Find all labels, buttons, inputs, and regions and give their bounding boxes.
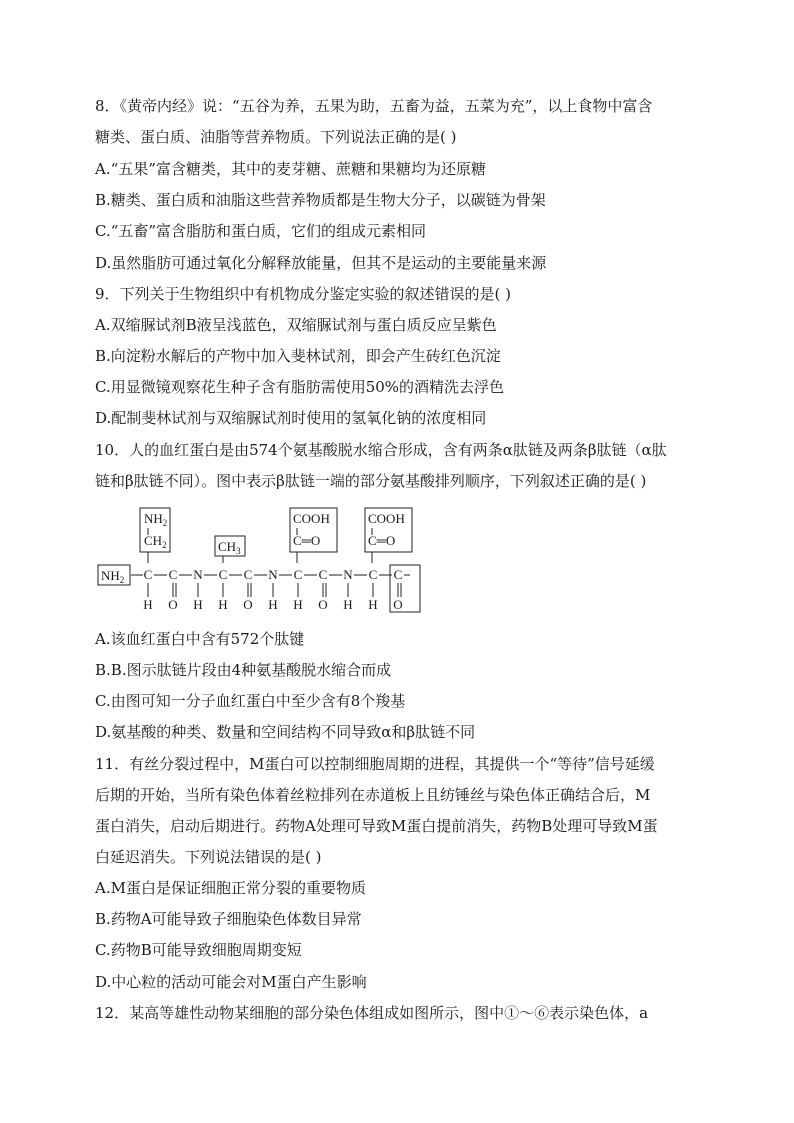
backbone-atom: C (393, 567, 403, 582)
backbone-atom: C (243, 567, 253, 582)
r4-cooh-label: COOH (368, 511, 405, 526)
backbone-atom: C (318, 567, 328, 582)
backbone-substituent: H (218, 597, 228, 612)
q11-stem-line-3: 蛋白消失，启动后期进行。药物A处理可导致M蛋白提前消失，药物B处理可导致M蛋 (95, 817, 658, 835)
backbone-substituent: H (143, 597, 153, 612)
r1-nh2-label: $NH_2$ (144, 511, 168, 528)
q8-option-d: D.虽然脂肪可通过氧化分解释放能量，但其不是运动的主要能量来源 (95, 254, 547, 272)
q10-option-b: B.B.图示肽链片段由4种氨基酸脱水缩合而成 (95, 661, 392, 679)
n-terminal-label: $NH_2$ (101, 568, 125, 585)
r2-ch3-label: $CH_3$ (218, 539, 241, 556)
q11-stem-line-1: 11．有丝分裂过程中，M蛋白可以控制细胞周期的进程，其提供一个“等待”信号延缓 (95, 755, 655, 773)
q10-option-c: C.由图可知一分子血红蛋白中至少含有8个羧基 (95, 692, 406, 710)
q11-option-d: D.中心粒的活动可能会对M蛋白产生影响 (95, 973, 367, 991)
q8-option-c: C.“五畜”富含脂肪和蛋白质，它们的组成元素相同 (95, 222, 427, 240)
q11-option-b: B.药物A可能导致子细胞染色体数目异常 (95, 910, 362, 928)
r3-cooh-label: COOH (293, 511, 330, 526)
q8-stem-line-1: 8．《黄帝内经》说：“五谷为养，五果为助，五畜为益，五菜为充”，以上食物中富含 (95, 97, 653, 115)
backbone-atom: N (193, 567, 203, 582)
backbone-atom: N (268, 567, 278, 582)
q9-option-c: C.用显微镜观察花生种子含有脂肪需使用50%的酒精洗去浮色 (95, 378, 505, 396)
backbone-substituent: H (193, 597, 203, 612)
q10-option-d: D.氨基酸的种类、数量和空间结构不同导致α和β肽链不同 (95, 723, 476, 741)
q11-option-a: A.M蛋白是保证细胞正常分裂的重要物质 (95, 879, 366, 897)
backbone-substituent: O (393, 597, 403, 612)
q8-option-a: A.“五果”富含糖类，其中的麦芽糖、蔗糖和果糖均为还原糖 (95, 160, 486, 178)
q10-option-a: A.该血红蛋白中含有572个肽键 (95, 630, 305, 648)
backbone-atom: C (143, 567, 153, 582)
backbone-substituent: H (343, 597, 353, 612)
peptide-structure-diagram (97, 506, 437, 616)
peptide-structure-svg (97, 506, 437, 616)
backbone-substituent: H (293, 597, 303, 612)
q11-stem-line-2: 后期的开始，当所有染色体着丝粒排列在赤道板上且纺锤丝与染色体正确结合后，M (95, 786, 651, 804)
q8-stem-line-2: 糖类、蛋白质、油脂等营养物质。下列说法正确的是( ) (95, 128, 457, 146)
backbone-substituent: O (318, 597, 328, 612)
q11-option-c: C.药物B可能导致细胞周期变短 (95, 941, 302, 959)
backbone-substituent: H (268, 597, 278, 612)
backbone-atom: C (293, 567, 303, 582)
backbone-substituent: O (243, 597, 253, 612)
q10-stem-line-2: 链和β肽链不同）。图中表示β肽链一端的部分氨基酸排列顺序，下列叙述正确的是( ) (95, 472, 647, 490)
q12-stem-line-1: 12．某高等雄性动物某细胞的部分染色体组成如图所示，图中①～⑥表示染色体，a (95, 1004, 649, 1022)
backbone-atom: C (368, 567, 378, 582)
q9-option-b: B.向淀粉水解后的产物中加入斐林试剂，即会产生砖红色沉淀 (95, 347, 501, 365)
q9-option-d: D.配制斐林试剂与双缩脲试剂时使用的氢氧化钠的浓度相同 (95, 409, 487, 427)
q8-option-b: B.糖类、蛋白质和油脂这些营养物质都是生物大分子，以碳链为骨架 (95, 191, 546, 209)
backbone-atom: N (343, 567, 353, 582)
q11-stem-line-4: 白延迟消失。下列说法错误的是( ) (95, 848, 322, 866)
backbone-substituent: O (168, 597, 178, 612)
backbone-atom: C (168, 567, 178, 582)
backbone-chain (131, 567, 410, 612)
r4-co-label: C═O (368, 533, 396, 548)
r3-co-label: C═O (293, 533, 321, 548)
backbone-atom: C (218, 567, 228, 582)
backbone-substituent: H (368, 597, 378, 612)
q9-stem-line-1: 9．下列关于生物组织中有机物成分鉴定实验的叙述错误的是( ) (95, 285, 512, 303)
q9-option-a: A.双缩脲试剂B液呈浅蓝色，双缩脲试剂与蛋白质反应呈紫色 (95, 316, 497, 334)
r1-ch2-label: $CH_2$ (144, 533, 167, 550)
q10-stem-line-1: 10．人的血红蛋白是由574个氨基酸脱水缩合形成，含有两条α肽链及两条β肽链（α肽 (95, 441, 667, 459)
